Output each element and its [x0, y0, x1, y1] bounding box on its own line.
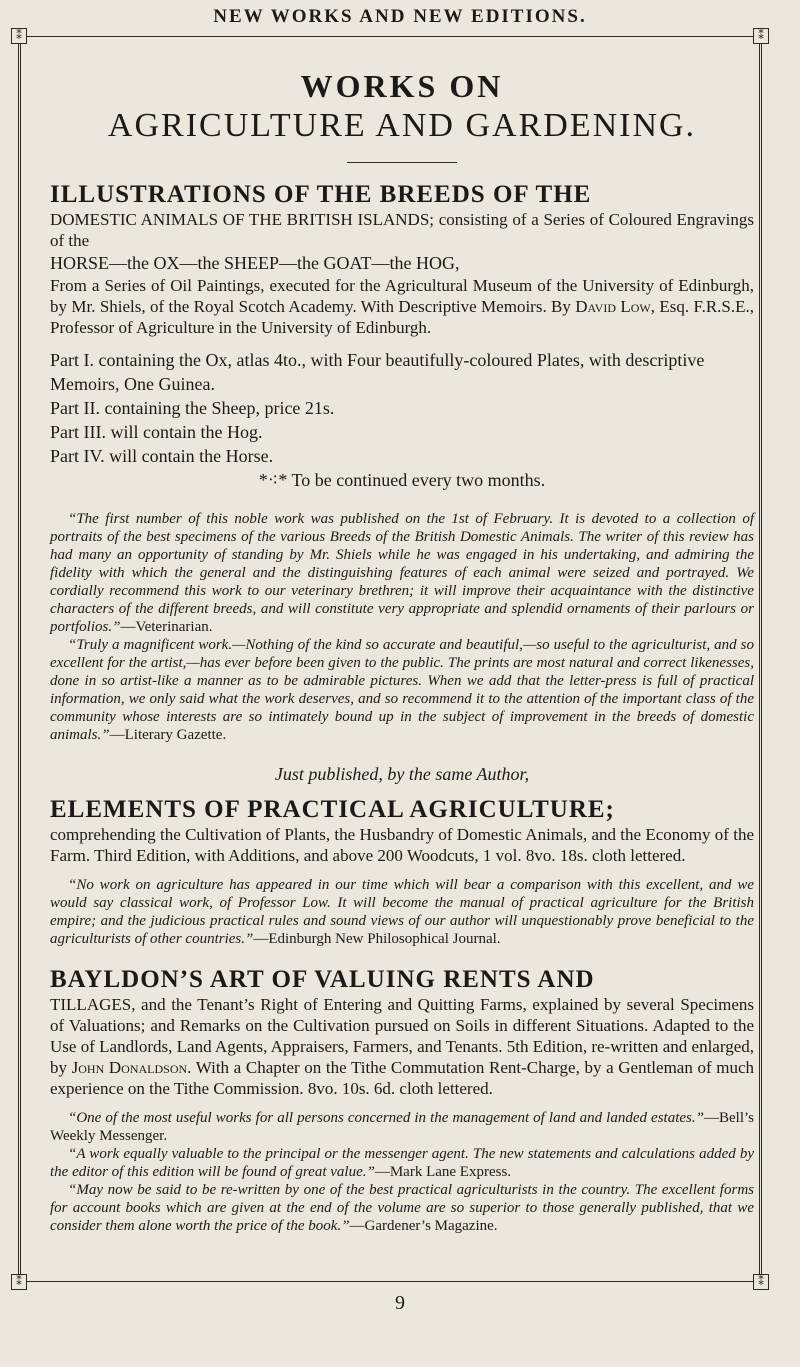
page-number: 9: [395, 1292, 405, 1314]
running-head: NEW WORKS AND NEW EDITIONS.: [213, 6, 587, 27]
animals-list: HORSE—the OX—the SHEEP—the GOAT—the HOG,: [50, 253, 460, 273]
entry-heading: ELEMENTS OF PRACTICAL AGRICULTURE;: [50, 796, 615, 823]
corner-ornament-top-left: ⁑: [11, 28, 27, 44]
review-text: “May now be said to be re-written by one of the best practical agriculturists in the country. The excellent forms for account books which are given at the end of the volume are so superior to those generally published, that we consider them alone worth the price of the book.”: [50, 1182, 754, 1234]
description-text-tail: , Esq. F.R.S.E., Professor of Agriculture in the University of Edinburgh.: [50, 297, 755, 337]
author-name: David Low: [575, 297, 651, 316]
corner-ornament-top-right: ⁑: [753, 28, 769, 44]
review-source: —Literary Gazette.: [109, 727, 227, 743]
review-source: —Gardener’s Magazine.: [349, 1218, 498, 1234]
review-text: “The first number of this noble work was published on the 1st of February. It is devoted to a collection of portraits of the best specimens of the various Breeds of the British Domestic Animals. The writer of this review has had many an opportunity of standing by Mr. Shiels while he was engaged in his undertaking, and admiring the fidelity with which the general and the distinguishing features of each animal were seized and portrayed. We cordially recommend this work to our veterinary brethren; it will improve their acquaintance with the distinctive characters of the different breeds, and will constitute very appropriate and splendid ornaments of their parlours or portfolios.”: [50, 511, 754, 635]
review-quote: [50, 876, 754, 948]
entry-heading: BAYLDON’S ART OF VALUING RENTS AND: [50, 966, 595, 993]
part-item: Part IV. will contain the Horse.: [50, 446, 274, 466]
review-text: “One of the most useful works for all persons concerned in the management of land and landed estates.”: [68, 1110, 704, 1126]
corner-ornament-bottom-right: ⁑: [753, 1274, 769, 1290]
editor-name: John Donaldson: [71, 1058, 188, 1077]
review-source: —Veterinarian.: [120, 619, 213, 635]
entry-heading: ILLUSTRATIONS OF THE BREEDS OF THE: [50, 181, 592, 208]
entry-description: comprehending the Cultivation of Plants, the Husbandry of Domestic Animals, and the Economy of the Farm. Third Edition, with Additions, and above 200 Woodcuts, 1 vol. 8vo. 18s. cloth lettered.: [50, 825, 754, 865]
entry-description: DOMESTIC ANIMALS OF THE BRITISH ISLANDS; consisting of a Series of Coloured Engravings of the: [50, 210, 754, 250]
description-text-tail: . With a Chapter on the Tithe Commutation Rent-Charge, by a Gentleman of much experience on the Tithe Commission. 8vo. 10s. 6d. cloth lettered.: [50, 1058, 755, 1098]
entry-elements-of-practical-agriculture: [50, 796, 754, 948]
review-text: “No work on agriculture has appeared in our time which will bear a comparison with this excellent, and we would say classical work, of Professor Low. It will become the manual of practical agriculture for the British empire; and the judicious practical rules and sound views of our author will unquestionably prove beneficial to the agriculturists of other countries.”: [50, 877, 754, 947]
description-text: From a Series of Oil Paintings, executed for the Agricultural Museum of the University of Edinburgh, by Mr. Shiels, of the Royal Scotch Academy. With Descriptive Memoirs. By: [50, 276, 754, 316]
title-divider: [347, 162, 457, 163]
review-quote: [50, 1145, 754, 1181]
review-source: —Mark Lane Express.: [374, 1164, 512, 1180]
section-title-line-1: WORKS ON: [300, 68, 504, 104]
part-item: Part III. will contain the Hog.: [50, 422, 263, 442]
just-published-note: Just published, by the same Author,: [274, 764, 530, 784]
entry-description-continued: [50, 275, 754, 338]
review-quote: [50, 1109, 754, 1145]
review-quote: [50, 1181, 754, 1235]
entry-description: [50, 994, 754, 1099]
review-text: “Truly a magnificent work.—Nothing of the kind so accurate and beautiful,—so useful to the agriculturist, and so excellent for the artist,—has ever before been given to the public. The prints are most natural and correct likenesses, done in so artist-like a manner as to be admirable pictures. When we add that the letter-press is full of practical information, we only said what the work deserves, and so recommend it to the attention of the important class of the community whose interests are so intimately bound up in the subject of improvement in the breeds of domestic animals.”: [50, 637, 754, 743]
review-text: “A work equally valuable to the principal or the messenger agent. The new statements and calculations added by the editor of this edition will be found of great value.”: [50, 1146, 754, 1180]
entry-baydons-art-of-valuing: [50, 966, 754, 1235]
part-item: Part II. containing the Sheep, price 21s.: [50, 398, 335, 418]
review-source: —Bell’s Weekly Messenger.: [50, 1110, 754, 1144]
description-text: TILLAGES, and the Tenant’s Right of Entering and Quitting Farms, explained by several Specimens of Valuations; and Remarks on the Cultivation pursued on Soils in different Situations. Adapted to the Use of Landlords, Land Agents, Appraisers, Farmers, and Tenants. 5th Edition, re-written and enlarged, by: [50, 995, 754, 1077]
review-source: —Edinburgh New Philosophical Journal.: [253, 931, 501, 947]
section-title-line-2: AGRICULTURE AND GARDENING.: [107, 107, 697, 144]
review-quote: [50, 636, 754, 744]
page-content: [50, 58, 754, 1235]
part-item: Part I. containing the Ox, atlas 4to., with Four beautifully-coloured Plates, with descriptive Memoirs, One Guinea.: [50, 350, 705, 394]
corner-ornament-bottom-left: ⁑: [11, 1274, 27, 1290]
entry-illustrations-of-breeds: [50, 181, 754, 744]
review-quote: [50, 510, 754, 636]
continuation-note: *⁖* To be continued every two months.: [258, 470, 546, 490]
